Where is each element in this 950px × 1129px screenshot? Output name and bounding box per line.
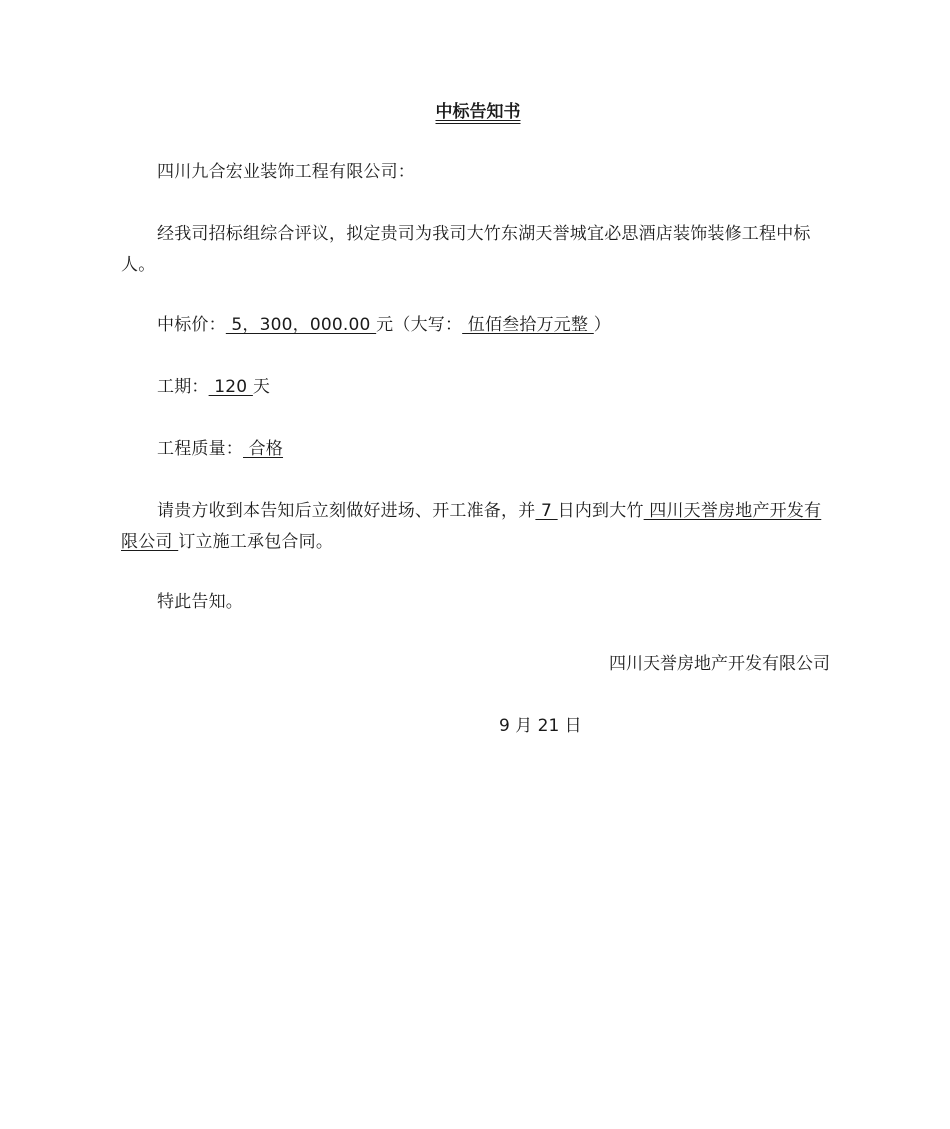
- addressee: [121, 157, 833, 188]
- request-text-a: 请贵方收到本告知后立刻做好进场、开工准备，并: [157, 501, 536, 521]
- paragraph-closing: [121, 587, 833, 618]
- paragraph-request: [121, 496, 833, 558]
- paragraph-evaluation: [121, 219, 833, 281]
- document-title: 中标告知书: [435, 102, 521, 122]
- price-words: 伍佰叁拾万元整: [462, 315, 594, 335]
- period-unit: 天: [252, 377, 271, 397]
- request-company: 四川天誉房地产开发有限公司: [121, 501, 822, 552]
- price-value: 5，300，000.00: [225, 315, 377, 335]
- paragraph-period: [121, 372, 833, 403]
- signature-date: 9 月 21 日: [499, 716, 582, 736]
- closing-text: 特此告知。: [157, 592, 243, 612]
- request-days: 7: [535, 501, 558, 521]
- addressee-text: 四川九合宏业装饰工程有限公司：: [157, 162, 415, 182]
- signature-company: 四川天誉房地产开发有限公司: [609, 654, 830, 674]
- request-text-c: 订立施工承包合同。: [178, 532, 334, 552]
- quality-value: 合格: [243, 439, 284, 459]
- price-label: 中标价：: [157, 315, 226, 335]
- price-unit: 元（大写：: [376, 315, 463, 335]
- period-label: 工期：: [157, 377, 209, 397]
- request-text-b: 日内到大竹: [557, 501, 644, 521]
- quality-label: 工程质量：: [157, 439, 243, 459]
- period-value: 120: [208, 377, 253, 397]
- paragraph-price: [121, 310, 833, 341]
- paragraph-quality: [121, 434, 833, 465]
- evaluation-text: 经我司招标组综合评议，拟定贵司为我司大竹东湖天誉城宜必思酒店装饰装修工程中标人。: [121, 224, 811, 275]
- price-close: ）: [593, 315, 611, 335]
